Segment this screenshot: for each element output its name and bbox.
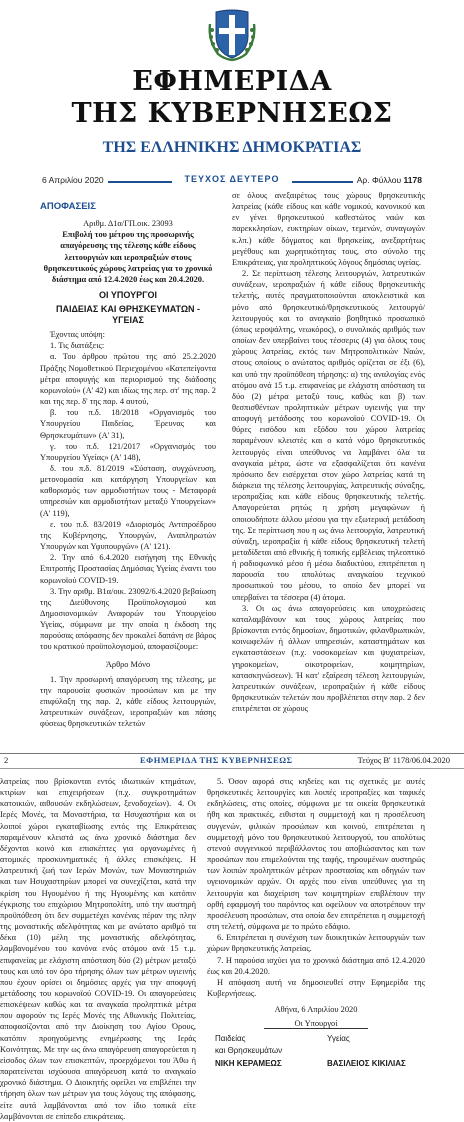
signature-block: [207, 1033, 425, 1067]
having-regard: Έχοντας υπόψη:: [50, 330, 105, 340]
article-paragraph-6: 6. Επιτρέπεται η συνέχιση των διοικητικών λειτουργιών των χώρων θρησκευτικής λατρείας.: [207, 933, 425, 954]
masthead-title-line1: ΕΦΗΜΕΡΙΔΑ: [132, 66, 332, 97]
article-paragraph-1-cont: σε όλους ανεξαιρέτως τους χώρους θρησκευτικής λατρείας (κάθε είδους και κάθε νομικού, κανονικού και εν γένει θρησκευτικού καθεστώτος ναών και παρεκκλησίων, ευκτηρίων οίκων, τεμενών, συναγωγών κ.λπ.) κάθε δόγματος και θρησκείας, ανεξαρτήτως μεγέθους και χωρητικότητας τους, στο σύνολο της Επικράτειας, για προληπτικούς λόγους δημόσιας υγείας.: [232, 191, 425, 267]
article-paragraph-1: 1. Την προσωρινή απαγόρευση της τέλεσης, με την παρουσία φυσικών προσώπων και με την επιφύλαξη της παρ. 2, κάθε είδους λειτουργιών, λατρευτικών συνάξεων, ιεροπραξιών και πάσης φύσεως θρησκευτικών τελετών: [40, 674, 216, 729]
article-title: Άρθρο Μόνο: [105, 659, 151, 669]
masthead-title-line2: ΤΗΣ ΚΥΒΕΡΝΗΣΕΩΣ: [71, 98, 393, 129]
issue-bar: [42, 175, 422, 189]
article-paragraph-7: 7. Η παρούσα ισχύει για το χρονικό διάστημα από 12.4.2020 έως και 20.4.2020.: [207, 955, 425, 976]
clause-1a: α. Του άρθρου πρώτου της από 25.2.2020 Πράξης Νομοθετικού Περιεχομένου «Κατεπείγοντα μέτρα αποφυγής και περιορισμού της διάδοσης κορωνοϊού» (Α' 42) και ιδίως της περ. στ' της παρ. 2 και της περ. δ' της παρ. 4 αυτού,: [40, 352, 216, 407]
greek-coat-of-arms-icon: [206, 6, 258, 62]
clause-1d: δ. του π.δ. 81/2019 «Σύσταση, συγχώνευση, μετονομασία και κατάργηση Υπουργείων και καθορισμός των αρμοδιοτήτων τους - Μεταφορά υπηρεσιών και αρμοδιοτήτων μεταξύ Υπουργείων» (Α' 119),: [40, 463, 216, 518]
signer-education-name: ΝΙΚΗ ΚΕΡΑΜΕΩΣ: [215, 1058, 282, 1068]
masthead-subtitle: ΤΗΣ ΕΛΛΗΝΙΚΗΣ ΔΗΜΟΚΡΑΤΙΑΣ: [102, 139, 362, 156]
clause-1: 1. Τις διατάξεις:: [50, 341, 105, 351]
page-divider: [0, 753, 464, 754]
issue-sheet-number: Αρ. Φύλλου 1178: [353, 175, 422, 185]
signer-health-name: ΒΑΣΙΛΕΙΟΣ ΚΙΚΙΛΙΑΣ: [327, 1058, 406, 1068]
clause-1b: β. του π.δ. 18/2018 «Οργανισμός του Υπουργείου Παιδείας, Έρευνας και Θρησκευμάτων» (Α' 31),: [40, 408, 216, 440]
page2-header-rule: [0, 768, 464, 769]
article-paragraph-3-4: λατρείας που βρίσκονται εντός ιδιωτικών κτημάτων, κτιρίων και επιχειρήσεων (π.χ. συγκροτημάτων κατοικιών, αιθουσών εκδηλώσεων, ξενοδοχείων). 4. Οι Ιερές Μονές, τα Μοναστήρια, τα Ησυχαστήρια και οι λοιποί χώροι εγκαταβίωσης εντός της Επικράτειας παραμένουν κλειστά ως άνω χρονικό διάστημα δεν δέχονται κοινό και επισκέπτες για οργανωμένες ή ατομικές προσκυνηματικές ή άλλες επισκέψεις. Η λατρευτική ζωή των Ιερών Μονών, των Μοναστηριών και των Ησυχαστηρίων μπορεί να συνεχίζεται, κατά την κρίση του Ηγουμένου ή της Ηγουμένης και κατόπιν έγκρισης του επιχώριου Μητροπολίτη, υπό την αυστηρή προϋπόθεση ότι δεν συμμετέχει κανένας πέραν της πλην της μοναστικής αδελφότητας και με ανώτατο αριθμό τα δέκα (10) μέλη της μοναστικής αδελφότητας, λαμβανομένου του κανόνα ενός ατόμου ανά 15 τ.μ. επιφανείας με ελάχιστη απόσταση δύο (2) μέτρων μεταξύ τους και υπό τον όρο τήρησης όλων των μέτρων υγιεινής που έχουν ορίσει οι δημόσιες αρχές για την αποφυγή μετάδοσης του κορωνοϊού COVID-19. Οι απαγορεύσεις επισκέψεων καθώς και τα αναγκαία προληπτικά μέτρα που αφορούν τις Ιερές Μονές της Αθωνικής Πολιτείας, αποφασίζονται από την Διοίκηση του Αγίου Όρους, κατόπιν προηγούμενης ενημέρωσης της Ιεράς Κοινότητας. Με την ως άνω απαγόρευση απαγορεύεται η είσοδος όλων των επισκεπτών, προερχόμενοι του Άθω ή παρατείνεται ισχύουσα απαγόρευση κατά το αναγκαίο χρονικό διάστημα. Ο Διοικητής οφείλει να επιβλέπει την τήρηση όλων των μέτρων για τους λόγους της απόφασης, είτε αυτά λαμβάνονται από τον ίδιο τοπικά είτε λαμβάνονται σε επίπεδο επικράτειας.: [0, 777, 196, 1121]
ministers-heading-2: ΠΑΙΔΕΙΑΣ ΚΑΙ ΘΡΗΣΚΕΥΜΑΤΩΝ - ΥΓΕΙΑΣ: [55, 304, 201, 326]
emblem: [0, 6, 464, 64]
signature-date: Αθήνα, 6 Απριλίου 2020: [274, 1005, 358, 1015]
issue-reference: Τεύχος Β' 1178/06.04.2020: [357, 755, 450, 765]
article-paragraph-5: 5. Όσον αφορά στις κηδείες και τις σχετικές με αυτές θρησκευτικές λειτουργίες και λοιπές ιεροπραξίες και ταφικές εκδηλώσεις, στις οποίες, σύμφωνα με τα οικεία θρησκευτικά ήθη και πρακτικές, ειθισται η συμμετοχή και η προσέλευση συγγενών, φιλικών προσώπων και κοινού, επιτρέπεται η συμμετοχή μόνο του θρησκευτικού λειτουργού, του απολύτως στενού συγγενικού περιβάλλοντος του αποβιώσαντος και των προσώπων που επιμελούνται της ταφής, τηρουμένων αυστηρώς των λοιπών προληπτικών μέτρων προστασίας και οδηγιών των υγειονομικών αρχών. Οι αρχές που είναι υπεύθυνες για τη λειτουργία και διαχείριση των κοιμητηρίων επιβλέπουν την ορθή εφαρμογή του παρόντος και οφείλουν να αποτρέπουν την προσέλευση προσώπων, στα οποία δεν επιτρέπεται η συμμετοχή στη τελετή, σύμφωνα με το πρώτο εδάφιο.: [207, 777, 425, 932]
section-title: ΑΠΟΦΑΣΕΙΣ: [40, 201, 96, 212]
signer-health: Υγείας ΒΑΣΙΛΕΙΟΣ ΚΙΚΙΛΙΑΣ: [327, 1033, 422, 1068]
issue-series: ΤΕΥΧΟΣ ΔΕΥΤΕΡΟ: [172, 174, 292, 184]
decision-title: Επιβολή του μέτρου της προσωρινής απαγόρευσης της τέλεσης κάθε είδους λειτουργιών και ιεροπραξιών στους θρησκευτικούς χώρους λατρείας για το χρονικό διάστημα από 12.4.2020 έως και 20.4.2020.: [43, 230, 213, 284]
signature-ministers: Οι Υπουργοί: [207, 1018, 425, 1029]
ministers-heading-1: ΟΙ ΥΠΟΥΡΓΟΙ: [98, 290, 157, 301]
clause-3: 3. Την αριθμ. Β1α/οικ. 23092/6.4.2020 βεβαίωση της Διεύθυνσης Προϋπολογισμού και Δημοσιονομικών Αναφορών του Υπουργείου Υγείας, σύμφωνα με την οποία η έκδοση της παρούσας απόφασης δεν προκαλεί δαπάνη σε βάρος του κρατικού προϋπολογισμού, αποφασίζουμε:: [40, 586, 216, 652]
decision-ref: Αριθμ. Δ1α/ΓΠ.οικ. 23093: [83, 219, 173, 229]
page2-right-column: [207, 776, 425, 1068]
clause-2: 2. Την από 6.4.2020 εισήγηση της Εθνικής Επιτροπής Προστασίας Δημόσιας Υγείας έναντι του κορωνοϊού COVID-19.: [40, 553, 216, 585]
article-paragraph-2: 2. Σε περίπτωση τέλεσης λειτουργιών, λατρευτικών συνάξεων, ιεροπραξιών ή κάθε είδους θρησκευτικής τελετής, αυτές πραγματοποιούνται αποκλειστικά και μόνο από θρησκευτικό/θρησκευτικούς λειτουργό/λειτουργούς και το αναγκαίο βοηθητικό προσωπικό (όπως ιεροψάλτης, νεωκόρος), ο συνολικός αριθμός των οποίων δεν υπερβαίνει τους τέσσερις (4) για όλους τους χώρους λατρείας, εκτός των Μητροπολιτικών Ναών, στους οποίους ο ανώτατος αριθμός ορίζεται σε έξι (6), και υπό την προϋπόθεση τήρησης: α) της αναλογίας ενός ατόμου ανά 15 τ.μ. επιφανείας με ελάχιστη απόσταση τα δύο (2) μέτρα μεταξύ τους, καθώς και β) των θεσπισθέντων προληπτικών μέτρων υγιεινής για την αποφυγή μετάδοσης του κορωνοϊού COVID-19. Οι θύρες εισόδου και εξόδου του χώρου λατρείας παραμένουν κλειστές και ο κατά νόμο θρησκευτικός λειτουργός είναι υπεύθυνος να λαμβάνει όλα τα αναγκαία μέτρα, ώστε να εξασφαλίζεται ότι κανένα πρόσωπο δεν εισέρχεται στον χώρο λατρείας κατά τη διάρκεια της τέλεσης λειτουργίας, λατρευτικής σύναξης, ιεροπραξίας και κάθε είδους θρησκευτικής τελετής. Απαγορεύεται ρητώς η χρήση μεγαφώνων ή οποιουδήποτε άλλου μέσου για την εξωτερική μετάδοση της. Σε περίπτωση που η ως άνω λειτουργία, λατρευτική σύναξη, ιεροπραξία ή κάθε είδους θρησκευτική τελετή μεταδίδεται από εθνικής ή τοπικής εμβέλειας τηλεοπτικό ή ραδιοφωνικό μέσο ή μέσω διαδικτύου, επιτρέπεται η παρουσία του απολύτως αναγκαίου τεχνικού προσωπικού του μέσου, το οποίο δεν μπορεί να υπερβαίνει τα τέσσερα (4) άτομα.: [232, 269, 425, 602]
signer-education: Παιδείας και Θρησκευμάτων ΝΙΚΗ ΚΕΡΑΜΕΩΣ: [215, 1033, 315, 1068]
issue-date: 6 Απριλίου 2020: [42, 175, 108, 185]
page1-right-column: [232, 190, 425, 747]
publication-order: Η απόφαση αυτή να δημοσιευθεί στην Εφημερίδα της Κυβερνήσεως.: [207, 977, 425, 998]
article-paragraph-3: 3. Οι ως άνω απαγορεύσεις και υποχρεώσεις καταλαμβάνουν και τους χώρους λατρείας που βρίσκονται εντός δημοσίων, δημοτικών, φιλανθρωπικών, κοινωφελών ή άλλων υπηρεσιών, καταστημάτων και εγκαταστάσεων (π.χ. νοσοκομείων και ψυχιατρείων, γηροκομείων, οικοτροφείων, κοιμητηρίων, κατασκηνώσεων). Ή κατ' εξαίρεση τέλεση λειτουργιών, λατρευτικών συνάξεων, ιεροπραξιών ή κάθε είδους θρησκευτικών τελετών που προβλέπεται στην παρ. 2 δεν επιτρέπεται σε χώρους: [232, 603, 425, 714]
page1-left-column: [40, 201, 216, 747]
clause-1c: γ. του π.δ. 121/2017 «Οργανισμός του Υπουργείου Υγείας» (Α' 148),: [40, 441, 216, 462]
page2-header: [0, 755, 464, 767]
clause-1e: ε. του π.δ. 83/2019 «Διορισμός Αντιπροέδρου της Κυβέρνησης, Υπουργών, Αναπληρωτών Υπουργών και Υφυπουργών» (Α' 121).: [40, 519, 216, 552]
page2-left-column: [0, 776, 196, 1121]
page-number: 2: [4, 755, 9, 765]
running-title: ΕΦΗΜΕΡΙΔΑ ΤΗΣ ΚΥΒΕΡΝΗΣΕΩΣ: [140, 755, 293, 765]
